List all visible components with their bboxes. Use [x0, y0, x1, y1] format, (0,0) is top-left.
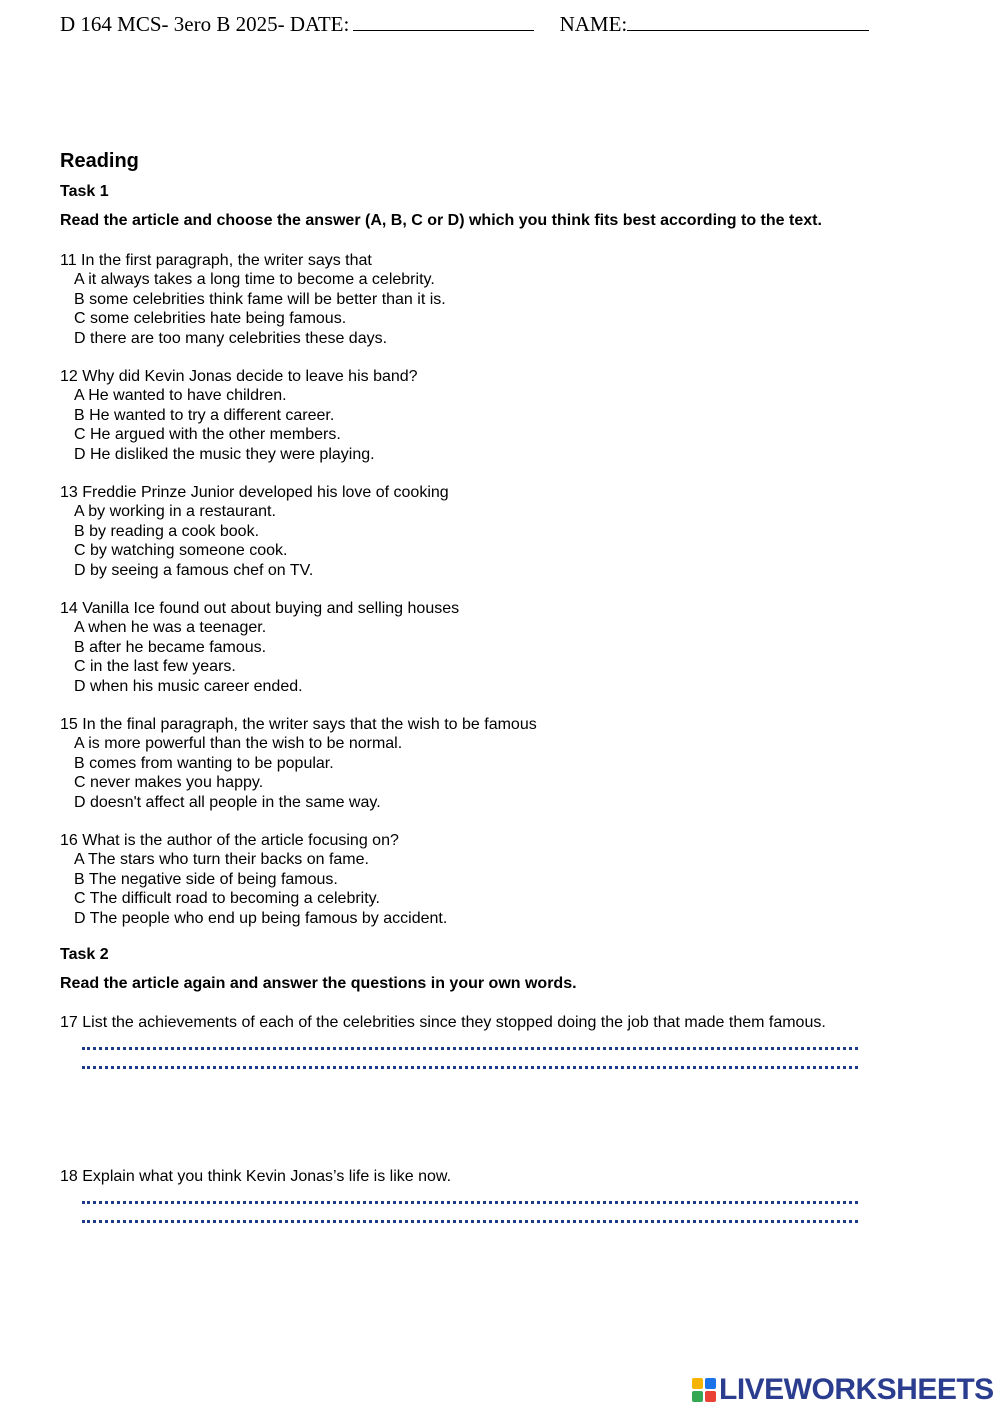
question-18: 18 Explain what you think Kevin Jonas’s life is like now. [60, 1168, 452, 1185]
answer-line-18-2[interactable] [82, 1220, 858, 1223]
option-d[interactable]: D by seeing a famous chef on TV. [74, 561, 314, 579]
name-label: NAME: [559, 12, 628, 36]
option-a[interactable]: A He wanted to have children. [74, 387, 287, 405]
answer-line-17-1[interactable] [82, 1047, 858, 1050]
question-stem: 11 In the first paragraph, the writer says that [60, 252, 372, 269]
option-d[interactable]: D there are too many celebrities these days. [74, 329, 388, 347]
answer-line-17-2[interactable] [82, 1066, 858, 1069]
task1-title: Task 1 [60, 183, 109, 200]
option-c[interactable]: C by watching someone cook. [74, 542, 288, 560]
question-stem: 16 What is the author of the article focusing on? [60, 832, 399, 849]
option-c[interactable]: C He argued with the other members. [74, 426, 341, 444]
option-a[interactable]: A is more powerful than the wish to be normal. [74, 735, 403, 753]
name-field[interactable] [627, 12, 869, 31]
option-c[interactable]: C never makes you happy. [74, 774, 264, 792]
liveworksheets-logo-icon [692, 1378, 716, 1402]
question-17: 17 List the achievements of each of the celebrities since they stopped doing the job that made them famous. [60, 1014, 826, 1031]
option-a[interactable]: A it always takes a long time to become a celebrity. [74, 271, 435, 289]
question-stem: 13 Freddie Prinze Junior developed his love of cooking [60, 484, 449, 501]
header-text: D 164 MCS- 3ero B 2025- DATE: [60, 12, 350, 36]
option-c[interactable]: C The difficult road to becoming a celebrity. [74, 890, 380, 908]
option-a[interactable]: A The stars who turn their backs on fame. [74, 851, 369, 869]
option-d[interactable]: D He disliked the music they were playing. [74, 445, 375, 463]
option-b[interactable]: B comes from wanting to be popular. [74, 754, 334, 772]
question-stem: 12 Why did Kevin Jonas decide to leave his band? [60, 368, 418, 385]
option-c[interactable]: C in the last few years. [74, 658, 236, 676]
question-11 [60, 251, 446, 348]
question-13 [60, 483, 449, 580]
option-c[interactable]: C some celebrities hate being famous. [74, 310, 347, 328]
option-d[interactable]: D when his music career ended. [74, 677, 303, 695]
question-14 [60, 599, 459, 696]
task1-instruction: Read the article and choose the answer (A, B, C or D) which you think fits best according to the text. [60, 212, 822, 229]
option-b[interactable]: B The negative side of being famous. [74, 870, 338, 888]
option-a[interactable]: A when he was a teenager. [74, 619, 267, 637]
option-d[interactable]: D The people who end up being famous by accident. [74, 909, 448, 927]
section-title: Reading [60, 150, 139, 172]
question-stem: 15 In the final paragraph, the writer says that the wish to be famous [60, 716, 537, 733]
question-12 [60, 367, 418, 464]
task2-title: Task 2 [60, 946, 109, 963]
task2-instruction: Read the article again and answer the questions in your own words. [60, 975, 577, 992]
liveworksheets-logo [692, 1374, 994, 1406]
logo-text: LIVEWORKSHEETS [719, 1373, 994, 1406]
question-stem: 14 Vanilla Ice found out about buying and selling houses [60, 600, 460, 617]
question-16 [60, 831, 447, 928]
option-d[interactable]: D doesn't affect all people in the same way. [74, 793, 381, 811]
option-b[interactable]: B some celebrities think fame will be better than it is. [74, 290, 446, 308]
option-a[interactable]: A by working in a restaurant. [74, 503, 276, 521]
date-field[interactable] [353, 12, 534, 31]
option-b[interactable]: B by reading a cook book. [74, 522, 260, 540]
question-15 [60, 715, 537, 812]
option-b[interactable]: B after he became famous. [74, 638, 267, 656]
worksheet-header [60, 12, 869, 37]
answer-line-18-1[interactable] [82, 1201, 858, 1204]
option-b[interactable]: B He wanted to try a different career. [74, 406, 335, 424]
